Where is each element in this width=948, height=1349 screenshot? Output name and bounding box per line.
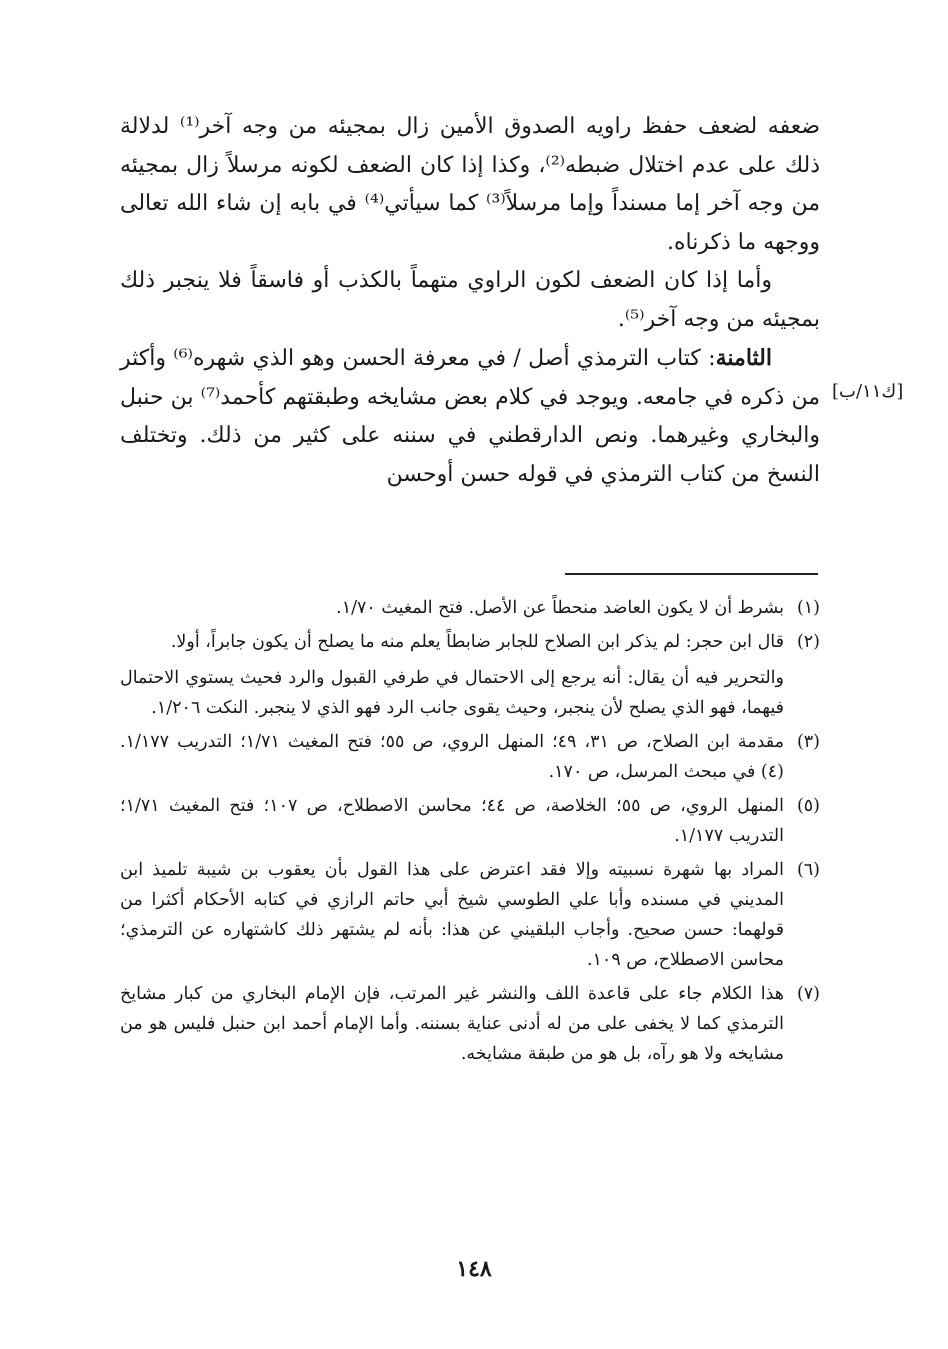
section-paragraph <box>120 339 820 494</box>
main-paragraph: وأما إذا كان الضعف لكون الراوي متهماً بالكذب أو فاسقاً فلا ينجبر ذلك بمجيئه من وجه آخر⁽⁵⁾. <box>120 268 820 332</box>
footnote <box>120 791 820 851</box>
footnote <box>120 855 820 975</box>
footnote-text: قال ابن حجر: لم يذكر ابن الصلاح للجابر ضابطاً يعلم منه ما يصلح أن يكون جابراً، أولا. <box>170 632 784 652</box>
main-text <box>120 108 820 494</box>
footnote <box>120 979 820 1069</box>
footnote-number: (٥) <box>796 796 820 816</box>
footnote-number: (١) <box>796 598 820 618</box>
footnote <box>120 593 820 623</box>
main-paragraph: ضعفه لضعف حفظ راويه الصدوق الأمين زال بمجيئه من وجه آخر⁽¹⁾ لدلالة ذلك على عدم اختلال ضبطه⁽²⁾، وكذا إذا كان الضعف لكونه مرسلاً زال بمجيئه من وجه آخر إما مسنداً وإما مرسلاً⁽³⁾ كما سيأتي⁽⁴⁾ في بابه إن شاء الله تعالى ووجهه ما ذكرناه. <box>120 114 821 255</box>
footnote <box>120 627 820 723</box>
footnote-number: (٦) <box>796 860 820 880</box>
footnote-continuation: والتحرير فيه أن يقال: أنه يرجع إلى الاحتمال في طرفي القبول والرد فحيث يستوي الاحتمال فيهما، فهو الذي يصلح لأن ينجبر، وحيث يقوى جانب الرد فهو الذي لا ينجبر. النكت ١/٢٠٦. <box>120 668 784 718</box>
footnote-text: هذا الكلام جاء على قاعدة اللف والنشر غير المرتب، فإن الإمام البخاري من كبار مشايخ الترمذي كما لا يخفى على من له أدنى عناية بسننه. وأما الإمام أحمد ابن حنبل فليس هو من مشايخه ولا هو رآه، بل هو من طبقة مشايخه. <box>120 984 784 1064</box>
footnotes <box>86 593 820 1073</box>
section-text: : كتاب الترمذي أصل / في معرفة الحسن وهو الذي شهره⁽⁶⁾ وأكثر من ذكره في جامعه. ويوجد في كلام بعض مشايخه وطبقتهم كأحمد⁽⁷⁾ بن حنبل والبخاري وغيرهما. ونص الدارقطني في سننه على كثير من ذلك. وتختلف النسخ من كتاب الترمذي في قوله حسن أوحسن <box>120 346 820 487</box>
footnote-divider <box>565 573 818 575</box>
footnote-text: مقدمة ابن الصلاح، ص ٣١، ٤٩؛ المنهل الروي، ص ٥٥؛ فتح المغيث ١/٧١؛ التدريب ١/١٧٧. (٤) في مبحث المرسل، ص ١٧٠. <box>86 732 785 782</box>
page-number: ١٤٨ <box>456 1256 492 1282</box>
footnote-number: (٣) <box>796 732 820 752</box>
footnote-number: (٧) <box>796 984 820 1004</box>
footnote-number: (٢) <box>796 632 820 652</box>
footnote-text: المراد بها شهرة نسبيته وإلا فقد اعترض على هذا القول بأن يعقوب بن شيبة تلميذ ابن المديني في مسنده وأبا علي الطوسي شيخ أبي حاتم الرازي في كتابه الأحكام أكثرا من قولهما: حسن صحيح. وأجاب البلقيني عن هذا: بأنه لم يشتهر ذلك كاشتهاره عن الترمذي؛ محاسن الاصطلاح، ص ١٠٩. <box>120 860 784 970</box>
footnote-text: المنهل الروي، ص ٥٥؛ الخلاصة، ص ٤٤؛ محاسن الاصطلاح، ص ١٠٧؛ فتح المغيث ١/٧١؛ التدريب ١/١٧٧. <box>120 796 784 846</box>
footnote-text: بشرط أن لا يكون العاضد منحطاً عن الأصل. فتح المغيث ١/٧٠. <box>336 598 784 618</box>
section-label: الثامنة <box>715 345 772 371</box>
manuscript-folio-marker: [ك١١/ب] <box>832 381 904 402</box>
footnote <box>86 727 820 787</box>
